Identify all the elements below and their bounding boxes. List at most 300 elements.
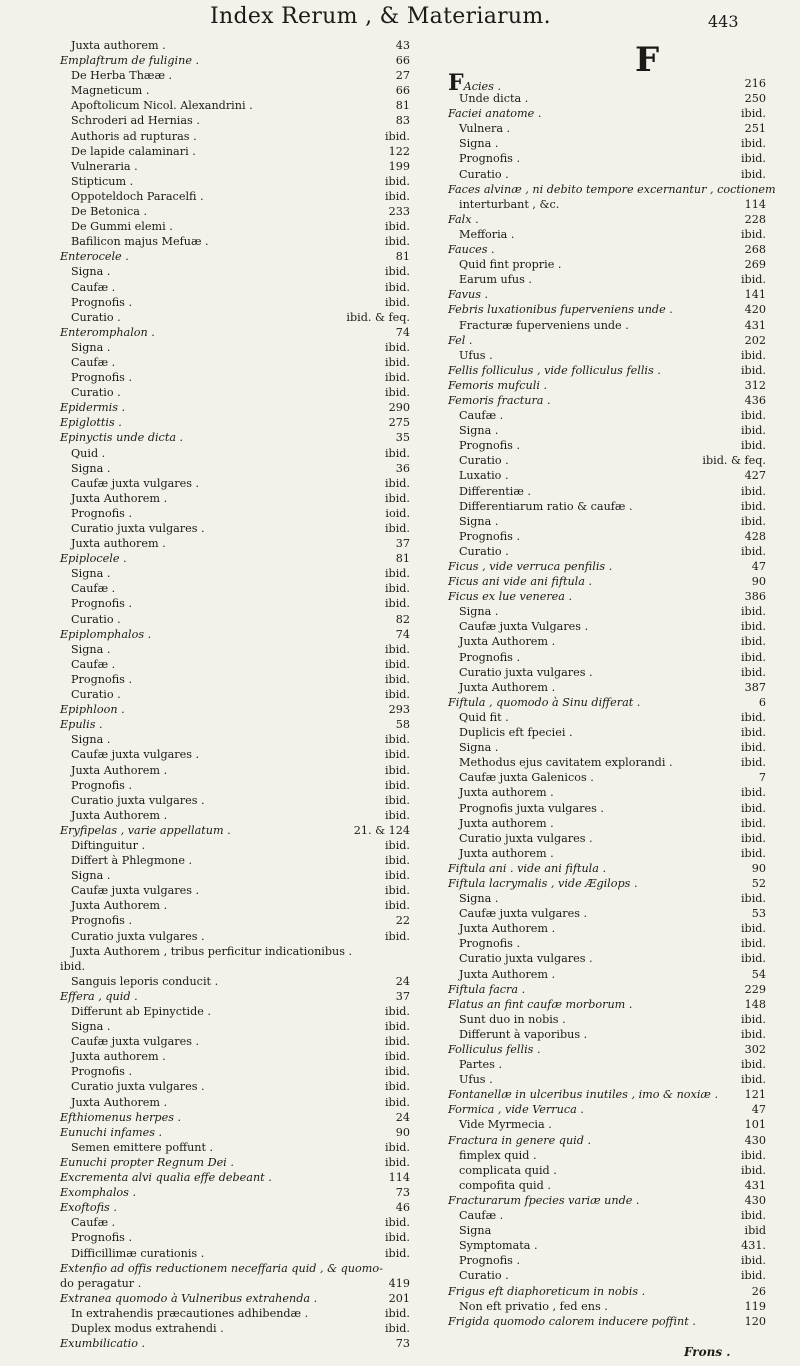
index-entry xyxy=(448,1133,766,1148)
entry-page-ref: ibid. xyxy=(384,838,410,852)
entry-term: Juxta Authorem . xyxy=(71,899,168,913)
entry-term: Signa . xyxy=(71,642,111,656)
entry-page-ref: 202 xyxy=(744,333,766,347)
index-entry xyxy=(448,499,766,514)
entry-page-ref: ibid. xyxy=(384,280,410,294)
entry-term: Fracturæ fuperveniens unde . xyxy=(459,318,629,332)
entry-term: Prognofis . xyxy=(459,152,521,166)
index-entry xyxy=(448,1299,766,1314)
entry-term: Caufæ . xyxy=(71,280,116,294)
index-entry xyxy=(448,997,766,1012)
index-entry xyxy=(60,68,410,83)
entry-page-ref: ibid. xyxy=(740,227,766,241)
entry-page-ref: 73 xyxy=(395,1337,410,1351)
entry-page-ref: ibid. xyxy=(740,363,766,377)
entry-term: Signa . xyxy=(71,340,111,354)
entry-page-ref: ibid. xyxy=(384,491,410,505)
entry-term: Epiglottis . xyxy=(60,416,122,430)
entry-page-ref: 36 xyxy=(395,461,410,475)
entry-term: Fontanellæ in ulceribus inutiles , imo & noxiæ . xyxy=(448,1088,719,1102)
entry-page-ref: ibid. xyxy=(384,869,410,883)
entry-page-ref: 431 xyxy=(744,1178,766,1192)
entry-term: Vulnera . xyxy=(459,122,511,136)
index-entry xyxy=(60,612,410,627)
entry-page-ref: 114 xyxy=(388,1171,410,1185)
index-entry xyxy=(60,1155,410,1170)
entry-term: Fauces . xyxy=(448,243,495,257)
entry-page-ref: ibid. xyxy=(384,748,410,762)
entry-page-ref: 251 xyxy=(744,122,766,136)
index-entry xyxy=(60,566,410,581)
index-entry xyxy=(448,604,766,619)
index-entry xyxy=(60,823,410,838)
index-entry xyxy=(60,1200,410,1215)
entry-page-ref: ibid. xyxy=(740,499,766,513)
entry-page-ref: ibid. xyxy=(740,801,766,815)
entry-term: Curatio juxta vulgares . xyxy=(459,952,593,966)
index-entry xyxy=(60,657,410,672)
entry-page-ref: 229 xyxy=(744,982,766,996)
index-entry xyxy=(448,167,766,182)
entry-page-ref: ibid. xyxy=(384,1140,410,1154)
page-header xyxy=(0,4,800,34)
entry-term: Curatio . xyxy=(71,386,121,400)
index-entry xyxy=(60,717,410,732)
entry-page-ref: ibid. xyxy=(384,808,410,822)
entry-term: Signa xyxy=(459,1224,492,1238)
index-entry xyxy=(60,219,410,234)
entry-term: Differt à Phlegmone . xyxy=(71,854,193,868)
index-entry xyxy=(448,770,766,785)
entry-page-ref: 250 xyxy=(744,92,766,106)
entry-term: Juxta Authorem . xyxy=(71,491,168,505)
entry-term: Prognofis . xyxy=(71,778,133,792)
index-entry xyxy=(448,831,766,846)
entry-term: Juxta Authorem . xyxy=(459,967,556,981)
entry-term: Extenfio ad offis reductionem neceffaria quid , & quomo- xyxy=(60,1261,383,1275)
entry-term-text: Acies . xyxy=(463,80,502,93)
entry-term: In extrahendis præcautiones adhibendæ . xyxy=(71,1306,309,1320)
index-entry xyxy=(448,1314,766,1329)
entry-term: Signa . xyxy=(71,567,111,581)
entry-page-ref: ibid. xyxy=(740,741,766,755)
entry-page-ref: 387 xyxy=(744,680,766,694)
entry-term: Signa . xyxy=(459,137,499,151)
entry-term: Differunt à vaporibus . xyxy=(459,1027,588,1041)
entry-term: Caufæ . xyxy=(459,409,504,423)
entry-page-ref: ibid. xyxy=(740,650,766,664)
entry-page-ref: ibid. xyxy=(384,1216,410,1230)
entry-page-ref: ibid. xyxy=(740,816,766,830)
index-entry xyxy=(448,182,776,197)
entry-term: Signa . xyxy=(459,741,499,755)
entry-page-ref: ibid. xyxy=(740,937,766,951)
entry-term: Fel . xyxy=(448,333,473,347)
entry-term: Curatio . xyxy=(459,454,509,468)
index-entry xyxy=(60,1321,410,1336)
entry-term: Caufæ juxta vulgares . xyxy=(71,1035,200,1049)
entry-term: Caufæ . xyxy=(71,1216,116,1230)
entry-term: Ufus . xyxy=(459,348,493,362)
index-entry xyxy=(448,1178,766,1193)
entry-term: Curatio juxta vulgares . xyxy=(71,929,205,943)
index-entry xyxy=(60,204,410,219)
entry-term: Juxta Authorem . xyxy=(459,635,556,649)
index-entry xyxy=(448,514,766,529)
entry-term: Epinyctis unde dicta . xyxy=(60,431,184,445)
entry-page-ref: ibid. xyxy=(384,189,410,203)
entry-page-ref: 275 xyxy=(388,416,410,430)
entry-page-ref: 312 xyxy=(744,378,766,392)
entry-term: Faces alvinæ , ni debito tempore excernantur , coctionem xyxy=(448,182,776,196)
entry-term: Fracturarum fpecies variæ unde . xyxy=(448,1193,640,1207)
entry-term: Curatio . xyxy=(71,612,121,626)
entry-page-ref: 37 xyxy=(395,537,410,551)
entry-page-ref: ibid. xyxy=(740,756,766,770)
index-entry xyxy=(448,529,766,544)
index-entry xyxy=(60,687,410,702)
entry-term: Prognofis . xyxy=(459,937,521,951)
entry-term: Juxta authorem . xyxy=(459,846,554,860)
entry-term: Febris luxationibus fuperveniens unde . xyxy=(448,303,673,317)
entry-page-ref: ibid. xyxy=(384,522,410,535)
index-entry xyxy=(60,1215,410,1230)
index-entry xyxy=(60,249,410,264)
index-entry xyxy=(448,1087,766,1102)
entry-term: Caufæ juxta vulgares . xyxy=(71,884,200,898)
index-entry xyxy=(60,506,410,521)
index-entry xyxy=(448,967,766,982)
index-entry xyxy=(60,763,410,778)
entry-term: Diftinguitur . xyxy=(71,838,146,852)
entry-term: Fiftula ani . vide ani fiftula . xyxy=(448,861,607,875)
entry-term: Prognofis . xyxy=(71,914,133,928)
index-entry xyxy=(448,287,766,302)
entry-page-ref: ibid. xyxy=(384,446,410,460)
entry-term: Earum ufus . xyxy=(459,273,532,287)
index-entry xyxy=(60,1049,410,1064)
entry-term: Juxta Authorem , tribus perficitur indicationibus . xyxy=(71,944,353,958)
entry-term: Signa . xyxy=(71,869,111,883)
index-entry xyxy=(60,415,410,430)
entry-term: Frigus eft diaphoreticum in nobis . xyxy=(448,1284,646,1298)
index-entry xyxy=(60,310,410,325)
index-entry xyxy=(60,1306,410,1321)
entry-page-ref: 436 xyxy=(744,393,766,407)
entry-term: Ficus ani vide ani fiftula . xyxy=(448,575,593,589)
entry-term: Eunuchi propter Regnum Dei . xyxy=(60,1155,234,1169)
index-column-left xyxy=(60,38,410,1351)
entry-page-ref: ibid. xyxy=(384,340,410,354)
index-entry xyxy=(448,438,766,453)
entry-page-ref: ibid. xyxy=(384,371,410,385)
entry-term: Epiphloon . xyxy=(60,703,125,717)
entry-term: Authoris ad rupturas . xyxy=(71,129,197,143)
entry-term: Difficillimæ curationis . xyxy=(71,1246,205,1260)
index-entry xyxy=(60,491,410,506)
index-entry xyxy=(60,174,410,189)
entry-term: Quid fint proprie . xyxy=(459,258,562,272)
entry-page-ref: 430 xyxy=(744,1193,766,1207)
entry-term: Ficus , vide verruca penfilis . xyxy=(448,560,613,573)
index-entry xyxy=(60,672,410,687)
entry-page-ref: ibid. xyxy=(740,137,766,151)
entry-term: Juxta authorem . xyxy=(71,39,166,52)
entry-term: Curatio juxta vulgares . xyxy=(71,1080,205,1094)
entry-page-ref: ibid. xyxy=(740,726,766,740)
index-entry xyxy=(60,264,410,279)
entry-term: Folliculus fellis . xyxy=(448,1043,541,1056)
index-entry xyxy=(60,400,410,415)
index-entry xyxy=(60,642,410,657)
entry-page-ref: 431. xyxy=(741,1239,766,1253)
index-entry xyxy=(448,257,766,272)
index-entry xyxy=(60,1095,410,1110)
entry-term: Sanguis leporis conducit . xyxy=(71,974,219,988)
entry-term: Emplaftrum de fuligine . xyxy=(60,54,200,68)
index-entry xyxy=(448,861,766,876)
entry-term: ibid. xyxy=(60,959,86,973)
index-entry xyxy=(448,468,766,483)
index-entry xyxy=(448,272,766,287)
entry-page-ref: ibid. xyxy=(384,733,410,747)
index-entry xyxy=(60,129,410,144)
entry-page-ref: ioid. xyxy=(385,506,410,520)
entry-page-ref: ibid. xyxy=(740,1163,766,1177)
index-entry xyxy=(448,1163,766,1178)
index-entry xyxy=(448,801,766,816)
index-entry xyxy=(60,521,410,536)
entry-term: Curatio juxta vulgares . xyxy=(459,665,593,679)
entry-page-ref: 53 xyxy=(751,907,766,921)
entry-page-ref: 419 xyxy=(388,1276,410,1290)
index-entry xyxy=(60,747,410,762)
entry-page-ref: ibid. xyxy=(740,605,766,619)
index-entry xyxy=(448,91,766,106)
index-entry xyxy=(448,1027,766,1042)
entry-term: Juxta Authorem . xyxy=(71,808,168,822)
index-entry xyxy=(60,808,410,823)
index-entry xyxy=(60,280,410,295)
index-entry xyxy=(60,430,410,445)
entry-page-ref: 47 xyxy=(751,560,766,573)
index-entry xyxy=(448,242,766,257)
index-entry xyxy=(448,619,766,634)
entry-page-ref: ibid. xyxy=(384,355,410,369)
index-entry xyxy=(60,1230,410,1245)
index-entry xyxy=(60,1064,410,1079)
entry-term: Formica , vide Verruca . xyxy=(448,1103,584,1117)
entry-term: Exomphalos . xyxy=(60,1186,137,1200)
entry-page-ref: 81 xyxy=(395,250,410,264)
index-entry xyxy=(60,913,410,928)
entry-term: Oppoteldoch Paracelfi . xyxy=(71,189,204,203)
index-entry xyxy=(448,906,766,921)
entry-term: Juxta authorem . xyxy=(71,1050,166,1064)
index-entry xyxy=(448,302,766,317)
entry-page-ref: ibid. xyxy=(384,1005,410,1018)
entry-term: Curatio . xyxy=(71,688,121,702)
entry-term: Prognofis . xyxy=(459,1254,521,1268)
entry-term: Signa . xyxy=(71,733,111,747)
index-entry xyxy=(448,197,766,212)
index-entry xyxy=(60,355,410,370)
entry-term: Juxta Authorem . xyxy=(71,1095,168,1109)
entry-page-ref: 43 xyxy=(395,39,410,52)
entry-page-ref: 119 xyxy=(744,1299,766,1313)
entry-page-ref: 24 xyxy=(395,974,410,988)
entry-page-ref: 58 xyxy=(395,718,410,732)
index-entry xyxy=(60,234,410,249)
index-entry xyxy=(448,725,766,740)
index-entry xyxy=(60,370,410,385)
entry-page-ref: 90 xyxy=(395,1125,410,1139)
entry-page-ref: ibid. xyxy=(740,439,766,453)
index-entry xyxy=(60,778,410,793)
entry-page-ref: ibid. xyxy=(384,899,410,913)
entry-page-ref: 73 xyxy=(395,1186,410,1200)
index-entry xyxy=(60,1034,410,1049)
index-entry xyxy=(60,929,410,944)
entry-term: Falx . xyxy=(448,212,479,226)
entry-page-ref: 47 xyxy=(751,1103,766,1117)
entry-term: complicata quid . xyxy=(459,1163,557,1177)
entry-page-ref: ibid. xyxy=(384,1246,410,1260)
entry-page-ref: ibid. xyxy=(384,476,410,490)
index-entry xyxy=(448,634,766,649)
entry-page-ref: 35 xyxy=(395,431,410,445)
entry-page-ref: ibid. xyxy=(740,786,766,800)
entry-page-ref: ibid. xyxy=(384,763,410,777)
index-entry xyxy=(448,891,766,906)
entry-page-ref: 420 xyxy=(744,303,766,317)
index-entry xyxy=(448,936,766,951)
page-title: Index Rerum , & Materiarum. xyxy=(210,4,551,29)
entry-page-ref: ibid. xyxy=(384,657,410,671)
entry-page-ref: ibid. xyxy=(740,409,766,423)
index-entry xyxy=(448,785,766,800)
entry-term: Signa . xyxy=(459,514,499,528)
entry-page-ref: ibid. xyxy=(740,424,766,438)
entry-page-ref: ibid. xyxy=(384,235,410,249)
index-entry xyxy=(60,113,410,128)
index-entry xyxy=(448,1223,766,1238)
entry-page-ref: ibid. xyxy=(384,1095,410,1109)
entry-term: Stipticum . xyxy=(71,174,134,188)
entry-term: Curatio juxta vulgares . xyxy=(459,831,593,845)
entry-page-ref: 46 xyxy=(395,1201,410,1215)
entry-page-ref: 148 xyxy=(744,997,766,1011)
index-entry xyxy=(60,144,410,159)
index-entry xyxy=(60,1140,410,1155)
index-entry xyxy=(448,393,766,408)
entry-term: Juxta Authorem . xyxy=(459,680,556,694)
entry-page-ref: 74 xyxy=(395,325,410,339)
index-entry xyxy=(60,596,410,611)
entry-page-ref: ibid. xyxy=(384,582,410,596)
entry-page-ref: ibid. xyxy=(384,884,410,898)
entry-term: Signa . xyxy=(459,605,499,619)
index-entry xyxy=(448,695,766,710)
index-entry xyxy=(60,974,410,989)
index-entry xyxy=(448,1057,766,1072)
entry-term: Effera , quid . xyxy=(60,989,138,1003)
entry-page-ref: ibid. xyxy=(740,620,766,634)
index-entry xyxy=(448,951,766,966)
entry-page-ref: 82 xyxy=(395,612,410,626)
entry-term: Juxta Authorem . xyxy=(459,922,556,936)
entry-page-ref: ibid. xyxy=(384,642,410,656)
entry-page-ref: ibid. xyxy=(384,1231,410,1245)
entry-term: Prognofis . xyxy=(459,439,521,453)
entry-term: Epiplocele . xyxy=(60,552,127,566)
entry-page-ref: ibid. xyxy=(740,1073,766,1087)
index-entry xyxy=(60,1185,410,1200)
index-entry xyxy=(60,627,410,642)
entry-page-ref: 26 xyxy=(751,1284,766,1298)
index-entry xyxy=(448,1012,766,1027)
catchword: Frons . xyxy=(684,1345,731,1359)
entry-page-ref: ibid. xyxy=(740,892,766,906)
entry-term: Duplicis eft fpeciei . xyxy=(459,726,573,740)
entry-page-ref: ibid. xyxy=(740,167,766,181)
entry-page-ref: ibid. xyxy=(384,854,410,868)
index-entry xyxy=(60,1019,410,1034)
index-entry xyxy=(60,340,410,355)
entry-page-ref: 81 xyxy=(395,99,410,113)
entry-page-ref: ibid. xyxy=(384,1035,410,1049)
index-entry xyxy=(448,378,766,393)
entry-page-ref: ibid. xyxy=(740,831,766,845)
entry-page-ref: ibid. xyxy=(740,1209,766,1223)
index-entry xyxy=(448,453,766,468)
index-entry xyxy=(448,333,766,348)
entry-page-ref: 66 xyxy=(395,54,410,68)
entry-page-ref: ibid. xyxy=(384,672,410,686)
entry-page-ref: ibid. xyxy=(740,514,766,528)
entry-term: Prognofis . xyxy=(71,672,133,686)
entry-page-ref: ibid. xyxy=(384,220,410,234)
index-entry xyxy=(448,1102,766,1117)
index-entry xyxy=(448,589,766,604)
entry-term: Curatio . xyxy=(71,310,121,324)
entry-page-ref: ibid. xyxy=(384,1065,410,1079)
entry-page-ref: ibid. xyxy=(384,1155,410,1169)
entry-page-ref: ibid. xyxy=(740,273,766,287)
entry-term: Prognofis . xyxy=(459,529,521,543)
index-entry xyxy=(60,944,410,959)
index-entry xyxy=(60,898,410,913)
index-entry xyxy=(448,121,766,136)
index-entry xyxy=(60,1004,410,1019)
entry-page-ref: 37 xyxy=(395,989,410,1003)
entry-page-ref: ibid. xyxy=(740,952,766,966)
entry-term: Mefforia . xyxy=(459,227,515,241)
index-entry xyxy=(60,959,410,974)
entry-page-ref: ibid. xyxy=(740,107,766,121)
entry-term: Enterocele . xyxy=(60,250,129,264)
entry-term: Vulneraria . xyxy=(71,159,138,173)
entry-term: Signa . xyxy=(459,892,499,906)
index-entry xyxy=(60,38,410,53)
entry-term: Flatus an fint caufæ morborum . xyxy=(448,997,633,1011)
entry-page-ref: 83 xyxy=(395,114,410,128)
entry-page-ref: 21. & 124 xyxy=(353,823,410,837)
entry-term: Curatio . xyxy=(459,167,509,181)
index-entry xyxy=(448,1253,766,1268)
index-entry xyxy=(448,212,766,227)
entry-page-ref: 122 xyxy=(388,144,410,158)
